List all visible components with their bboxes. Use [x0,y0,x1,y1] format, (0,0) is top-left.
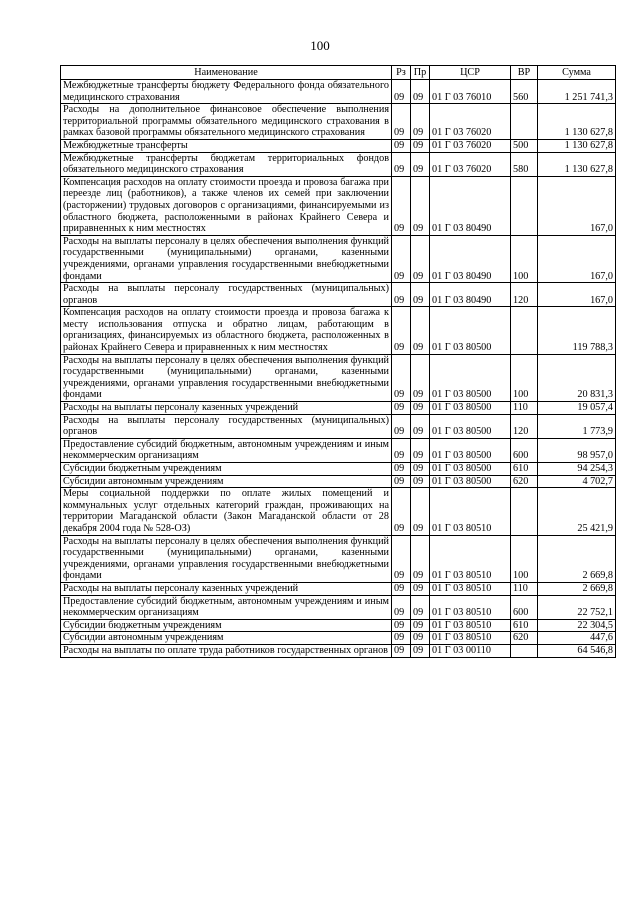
table-row [61,463,616,476]
cell-rz: 09 [392,104,411,140]
cell-csr: 01 Г 03 76020 [430,104,511,140]
cell-name: Расходы на выплаты персоналу в целях обеспечения выполнения функций государственными (муниципальными) органами, казенными учреждениями, органами управления государственными внебюджетными фондами [61,535,392,582]
cell-rz: 09 [392,139,411,152]
cell-name: Расходы на выплаты персоналу в целях обеспечения выполнения функций государственными (муниципальными) органами, казенными учреждениями, органами управления государственными внебюджетными фондами [61,235,392,282]
cell-csr: 01 Г 03 76020 [430,152,511,176]
cell-name: Расходы на выплаты персоналу в целях обеспечения выполнения функций государственными (муниципальными) органами, казенными учреждениями, органами управления государственными внебюджетными фондами [61,354,392,401]
cell-vr: 610 [511,619,538,632]
table-row [61,354,616,401]
cell-vr: 120 [511,283,538,307]
cell-rz: 09 [392,438,411,462]
table-row [61,535,616,582]
page-number: 100 [310,38,330,53]
cell-vr: 120 [511,414,538,438]
cell-rz: 09 [392,582,411,595]
cell-rz: 09 [392,283,411,307]
cell-pr: 09 [411,139,430,152]
table-row [61,632,616,645]
cell-name: Субсидии автономным учреждениям [61,632,392,645]
column-header-pr: Пр [411,66,430,80]
cell-sum: 1 130 627,8 [538,152,616,176]
table-row [61,176,616,235]
cell-csr: 01 Г 03 80510 [430,535,511,582]
cell-rz: 09 [392,632,411,645]
table-row [61,414,616,438]
cell-sum: 1 773,9 [538,414,616,438]
cell-pr: 09 [411,235,430,282]
cell-rz: 09 [392,595,411,619]
cell-pr: 09 [411,535,430,582]
cell-name: Субсидии бюджетным учреждениям [61,619,392,632]
cell-rz: 09 [392,152,411,176]
cell-sum: 167,0 [538,235,616,282]
cell-sum: 447,6 [538,632,616,645]
cell-vr [511,488,538,535]
cell-vr: 560 [511,80,538,104]
cell-csr: 01 Г 03 80500 [430,402,511,415]
cell-csr: 01 Г 03 80510 [430,595,511,619]
cell-name: Расходы на выплаты персоналу казенных учреждений [61,402,392,415]
cell-vr: 600 [511,438,538,462]
cell-csr: 01 Г 03 80500 [430,307,511,354]
table-row [61,139,616,152]
cell-name: Расходы на выплаты персоналу казенных учреждений [61,582,392,595]
cell-name: Меры социальной поддержки по оплате жилых помещений и коммунальных услуг отдельных категорий граждан, проживающих на территории Магаданской области (Закон Магаданской области от 28 декабря 2004 года № 528-ОЗ) [61,488,392,535]
column-header-sum: Сумма [538,66,616,80]
cell-rz: 09 [392,619,411,632]
table-body [61,80,616,658]
cell-vr [511,644,538,657]
cell-sum: 1 130 627,8 [538,104,616,140]
cell-name: Расходы на выплаты персоналу государственных (муниципальных) органов [61,414,392,438]
cell-sum: 119 788,3 [538,307,616,354]
cell-csr: 01 Г 03 80500 [430,475,511,488]
cell-vr: 620 [511,632,538,645]
cell-csr: 01 Г 03 80510 [430,488,511,535]
cell-name: Межбюджетные трансферты бюджетам территориальных фондов обязательного медицинского страхования [61,152,392,176]
cell-rz: 09 [392,475,411,488]
cell-sum: 2 669,8 [538,582,616,595]
cell-pr: 09 [411,307,430,354]
cell-pr: 09 [411,463,430,476]
cell-name: Расходы на выплаты персоналу государственных (муниципальных) органов [61,283,392,307]
cell-rz: 09 [392,535,411,582]
table-row [61,595,616,619]
column-header-csr: ЦСР [430,66,511,80]
cell-sum: 22 304,5 [538,619,616,632]
table-row [61,307,616,354]
cell-csr: 01 Г 03 80490 [430,176,511,235]
column-header-vr: ВР [511,66,538,80]
cell-sum: 1 251 741,3 [538,80,616,104]
column-header-rz: Рз [392,66,411,80]
cell-vr [511,307,538,354]
cell-pr: 09 [411,475,430,488]
cell-csr: 01 Г 03 80510 [430,632,511,645]
cell-rz: 09 [392,402,411,415]
cell-name: Предоставление субсидий бюджетным, автономным учреждениям и иным некоммерческим организациям [61,438,392,462]
table-row [61,438,616,462]
cell-pr: 09 [411,644,430,657]
cell-csr: 01 Г 03 80510 [430,582,511,595]
table-row [61,152,616,176]
cell-sum: 25 421,9 [538,488,616,535]
cell-sum: 22 752,1 [538,595,616,619]
cell-rz: 09 [392,644,411,657]
table-row [61,80,616,104]
cell-csr: 01 Г 03 80490 [430,283,511,307]
table-header-row [61,66,616,80]
cell-rz: 09 [392,80,411,104]
cell-sum: 4 702,7 [538,475,616,488]
table-row [61,402,616,415]
cell-sum: 94 254,3 [538,463,616,476]
budget-table [60,65,616,658]
cell-vr [511,104,538,140]
cell-rz: 09 [392,307,411,354]
table-row [61,475,616,488]
cell-rz: 09 [392,414,411,438]
cell-csr: 01 Г 03 80500 [430,414,511,438]
cell-name: Компенсация расходов на оплату стоимости проезда и провоза багажа к месту использования отпуска и обратно лицам, работающим в организациях, финансируемых из областного бюджета, расположенных в районах Крайнего Севера и приравненных к ним местностях [61,307,392,354]
cell-sum: 2 669,8 [538,535,616,582]
cell-vr: 110 [511,402,538,415]
cell-csr: 01 Г 03 76020 [430,139,511,152]
cell-name: Расходы на дополнительное финансовое обеспечение выполнения территориальной программы обязательного медицинского страхования в рамках базовой программы обязательного медицинского страхования [61,104,392,140]
cell-pr: 09 [411,438,430,462]
cell-pr: 09 [411,619,430,632]
table-row [61,582,616,595]
cell-name: Межбюджетные трансферты [61,139,392,152]
cell-pr: 09 [411,414,430,438]
table-row [61,235,616,282]
cell-vr [511,176,538,235]
cell-pr: 09 [411,632,430,645]
cell-pr: 09 [411,402,430,415]
cell-csr: 01 Г 03 80500 [430,438,511,462]
column-header-name: Наименование [61,66,392,80]
cell-name: Субсидии автономным учреждениям [61,475,392,488]
cell-csr: 01 Г 03 80500 [430,463,511,476]
cell-vr: 600 [511,595,538,619]
cell-rz: 09 [392,176,411,235]
cell-vr: 100 [511,235,538,282]
cell-pr: 09 [411,595,430,619]
cell-csr: 01 Г 03 80510 [430,619,511,632]
cell-sum: 1 130 627,8 [538,139,616,152]
cell-pr: 09 [411,152,430,176]
cell-pr: 09 [411,354,430,401]
cell-name: Расходы на выплаты по оплате труда работников государственных органов [61,644,392,657]
cell-vr: 580 [511,152,538,176]
cell-pr: 09 [411,582,430,595]
cell-name: Межбюджетные трансферты бюджету Федерального фонда обязательного медицинского страхования [61,80,392,104]
table-row [61,488,616,535]
cell-rz: 09 [392,463,411,476]
cell-sum: 19 057,4 [538,402,616,415]
cell-csr: 01 Г 03 76010 [430,80,511,104]
cell-pr: 09 [411,104,430,140]
cell-name: Субсидии бюджетным учреждениям [61,463,392,476]
cell-name: Предоставление субсидий бюджетным, автономным учреждениям и иным некоммерческим организациям [61,595,392,619]
cell-rz: 09 [392,488,411,535]
cell-pr: 09 [411,283,430,307]
table-row [61,283,616,307]
table-row [61,619,616,632]
cell-csr: 01 Г 03 80490 [430,235,511,282]
cell-pr: 09 [411,488,430,535]
cell-rz: 09 [392,354,411,401]
cell-sum: 167,0 [538,283,616,307]
cell-vr: 620 [511,475,538,488]
cell-sum: 64 546,8 [538,644,616,657]
cell-vr: 100 [511,535,538,582]
table-row [61,104,616,140]
cell-sum: 20 831,3 [538,354,616,401]
cell-vr: 110 [511,582,538,595]
cell-csr: 01 Г 03 80500 [430,354,511,401]
cell-vr: 610 [511,463,538,476]
cell-sum: 167,0 [538,176,616,235]
cell-pr: 09 [411,176,430,235]
table-row [61,644,616,657]
cell-name: Компенсация расходов на оплату стоимости проезда и провоза багажа при переезде лиц (работников), а также членов их семей при заключении (расторжении) трудовых договоров с организациями, финансируемыми из областного бюджета, расположенными в районах Крайнего Севера и приравненных к ним местностях [61,176,392,235]
cell-vr: 100 [511,354,538,401]
cell-csr: 01 Г 03 00110 [430,644,511,657]
cell-pr: 09 [411,80,430,104]
cell-rz: 09 [392,235,411,282]
cell-sum: 98 957,0 [538,438,616,462]
cell-vr: 500 [511,139,538,152]
